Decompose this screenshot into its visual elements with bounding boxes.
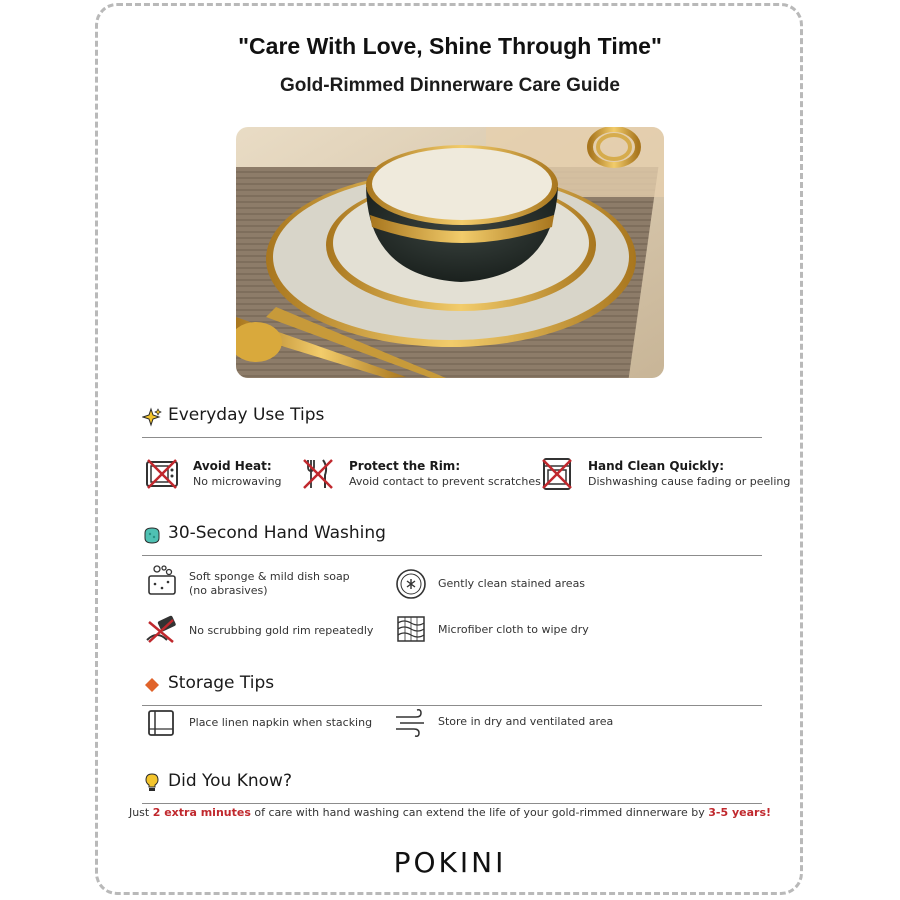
sponge-icon bbox=[142, 525, 162, 545]
brand-logo: POKINI bbox=[393, 846, 507, 879]
fact-text: of care with hand washing can extend the life of your gold-rimmed dinnerware by bbox=[250, 806, 709, 819]
fact-text: Just bbox=[128, 806, 153, 819]
section-label: 30-Second Hand Washing bbox=[168, 523, 386, 543]
diamond-icon bbox=[142, 675, 162, 695]
sparkle-icon bbox=[142, 407, 162, 427]
item-text: Place linen napkin when stacking bbox=[189, 716, 373, 729]
did-you-know-heading bbox=[142, 771, 762, 804]
microfiber-cloth-icon bbox=[394, 613, 428, 645]
soap-sponge-icon bbox=[145, 564, 179, 596]
no-dishwasher-icon bbox=[540, 457, 574, 491]
tip-desc: No microwaving bbox=[193, 475, 282, 488]
did-you-know-fact bbox=[0, 806, 900, 819]
item-text: Microfiber cloth to wipe dry bbox=[438, 623, 589, 636]
hand-washing-heading bbox=[142, 523, 762, 556]
wind-icon bbox=[394, 707, 428, 739]
item-text: No scrubbing gold rim repeatedly bbox=[189, 624, 374, 637]
tip-desc: Dishwashing cause fading or peeling bbox=[588, 475, 791, 488]
no-cutlery-icon bbox=[301, 457, 335, 491]
tip-title: Hand Clean Quickly: bbox=[588, 459, 725, 473]
page-title: "Care With Love, Shine Through Time" bbox=[238, 33, 662, 59]
stain-circle-icon bbox=[394, 568, 428, 600]
storage-tips-heading bbox=[142, 673, 762, 706]
section-label: Did You Know? bbox=[168, 771, 292, 791]
section-label: Everyday Use Tips bbox=[168, 405, 325, 425]
item-text: Gently clean stained areas bbox=[438, 577, 586, 590]
everyday-tips-heading bbox=[142, 405, 762, 438]
tip-desc: Avoid contact to prevent scratches bbox=[349, 475, 541, 488]
napkin-stack-icon bbox=[145, 707, 179, 739]
item-text-secondary: (no abrasives) bbox=[189, 584, 268, 597]
section-label: Storage Tips bbox=[168, 673, 275, 693]
gold-rimmed-dinnerware-photo bbox=[236, 127, 664, 378]
lightbulb-icon bbox=[142, 773, 162, 793]
fact-highlight-years: 3-5 years! bbox=[708, 806, 772, 819]
item-text: Soft sponge & mild dish soap bbox=[189, 570, 350, 583]
page-subtitle: Gold-Rimmed Dinnerware Care Guide bbox=[280, 75, 620, 96]
fact-highlight-minutes: 2 extra minutes bbox=[152, 806, 251, 819]
item-text: Store in dry and ventilated area bbox=[438, 715, 614, 728]
tip-title: Avoid Heat: bbox=[193, 459, 272, 473]
no-scrub-icon bbox=[145, 614, 179, 646]
no-microwave-icon bbox=[145, 457, 179, 491]
tip-title: Protect the Rim: bbox=[349, 459, 461, 473]
